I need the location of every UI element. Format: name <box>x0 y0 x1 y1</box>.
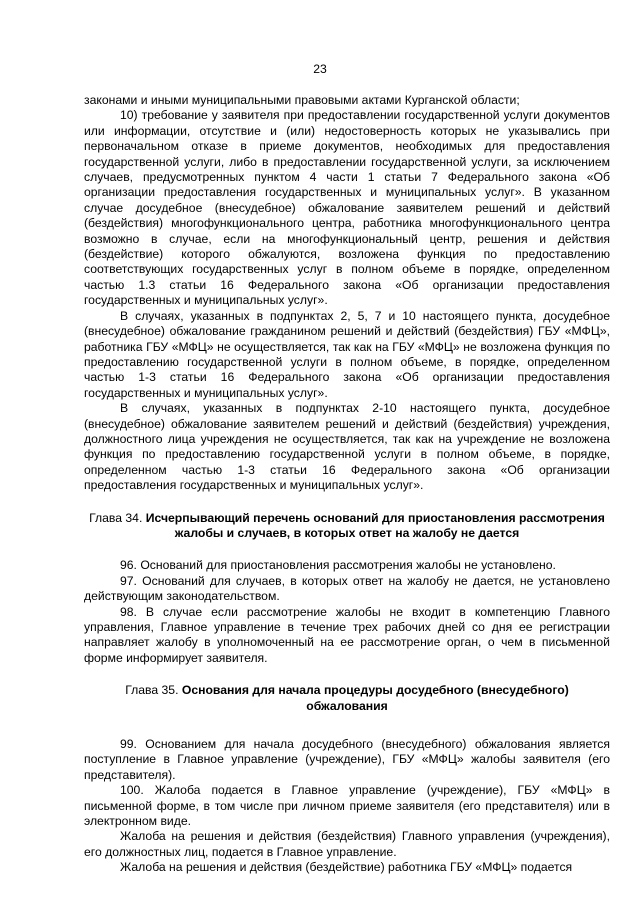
paragraph-99: 99. Основанием для начала досудебного (внесудебного) обжалования является поступление в Главное управление (учреждение), ГБУ «МФЦ» жалобы заявителя (его представителя). <box>84 737 610 782</box>
chapter-34-heading <box>84 511 610 542</box>
paragraph-complaint-main-office: Жалоба на решения и действия (бездействия) Главного управления (учреждения), его должностных лиц, подается в Главное управление. <box>84 829 610 859</box>
document-body <box>84 93 610 876</box>
paragraph-98: 98. В случае если рассмотрение жалобы не входит в компетенцию Главного управления, Главное управление в течение трех рабочих дней со дня ее регистрации направляет жалобу в уполномоченный на ее рассмотрение орган, о чем в письменной форме информирует заявителя. <box>84 604 610 665</box>
paragraph-mfc-cases: В случаях, указанных в подпунктах 2, 5, 7 и 10 настоящего пункта, досудебное (внесудебное) обжалование гражданином решений и действий (бездействия) ГБУ «МФЦ», работника ГБУ «МФЦ» не осуществляется, так как на ГБУ «МФЦ» не возложена функция по предоставлению государственной услуги в полном объеме, в порядке, определенном частью 1-3 статьи 16 Федерального закона «Об организации предоставления государственных и муниципальных услуг». <box>84 308 610 400</box>
chapter-34-prefix: Глава 34. <box>89 510 146 525</box>
paragraph-item-10: 10) требование у заявителя при предоставлении государственной услуги документов или информации, отсутствие и (или) недостоверность которых не указывались при первоначальном отказе в приеме документов, необходимых для предоставления государственной услуги, либо в предоставлении государственной услуги, за исключением случаев, предусмотренных пунктом 4 части 1 статьи 7 Федерального закона «Об организации предоставления государственных и муниципальных услуг». В указанном случае досудебное (внесудебное) обжалование заявителем решений и действий (бездействия) многофункционального центра, работника многофункционального центра возможно в случае, если на многофункциональный центр, решения и действия (бездействие) которого обжалуются, возложена функция по предоставлению соответствующих государственных услуг в полном объеме в порядке, определенном частью 1.3 статьи 16 Федерального закона «Об организации предоставления государственных и муниципальных услуг». <box>84 108 610 308</box>
chapter-35-heading <box>84 683 610 714</box>
paragraph-97: 97. Оснований для случаев, в которых ответ на жалобу не дается, не установлено действующим законодательством. <box>84 573 610 604</box>
chapter-34-title: Исчерпывающий перечень оснований для приостановления рассмотрения жалобы и случаев, в которых ответ на жалобу не дается <box>145 510 605 540</box>
chapter-35-prefix: Глава 35. <box>125 683 182 698</box>
paragraph-complaint-mfc: Жалоба на решения и действия (бездействие) работника ГБУ «МФЦ» подается <box>120 860 573 875</box>
paragraph-96: 96. Оснований для приостановления рассмотрения жалобы не установлено. <box>120 558 556 573</box>
chapter-35-title: Основания для начала процедуры досудебного (внесудебного) обжалования <box>181 683 569 713</box>
paragraph-continuation: законами и иными муниципальными правовыми актами Курганской области; <box>84 93 520 107</box>
paragraph-institution-cases: В случаях, указанных в подпунктах 2-10 настоящего пункта, досудебное (внесудебное) обжалование заявителем решений и действий (бездействия) учреждения, должностного лица учреждения не осуществляется, так как на учреждение не возложена функция по предоставлению государственной услуги в полном объеме, в порядке, определенном частью 1-3 статьи 16 Федерального закона «Об организации предоставления государственных и муниципальных услуг». <box>84 401 610 493</box>
page-number: 23 <box>313 62 327 76</box>
paragraph-100: 100. Жалоба подается в Главное управление (учреждение), ГБУ «МФЦ» в письменной форме, в том числе при личном приеме заявителя (его представителя) или в электронном виде. <box>84 783 610 829</box>
